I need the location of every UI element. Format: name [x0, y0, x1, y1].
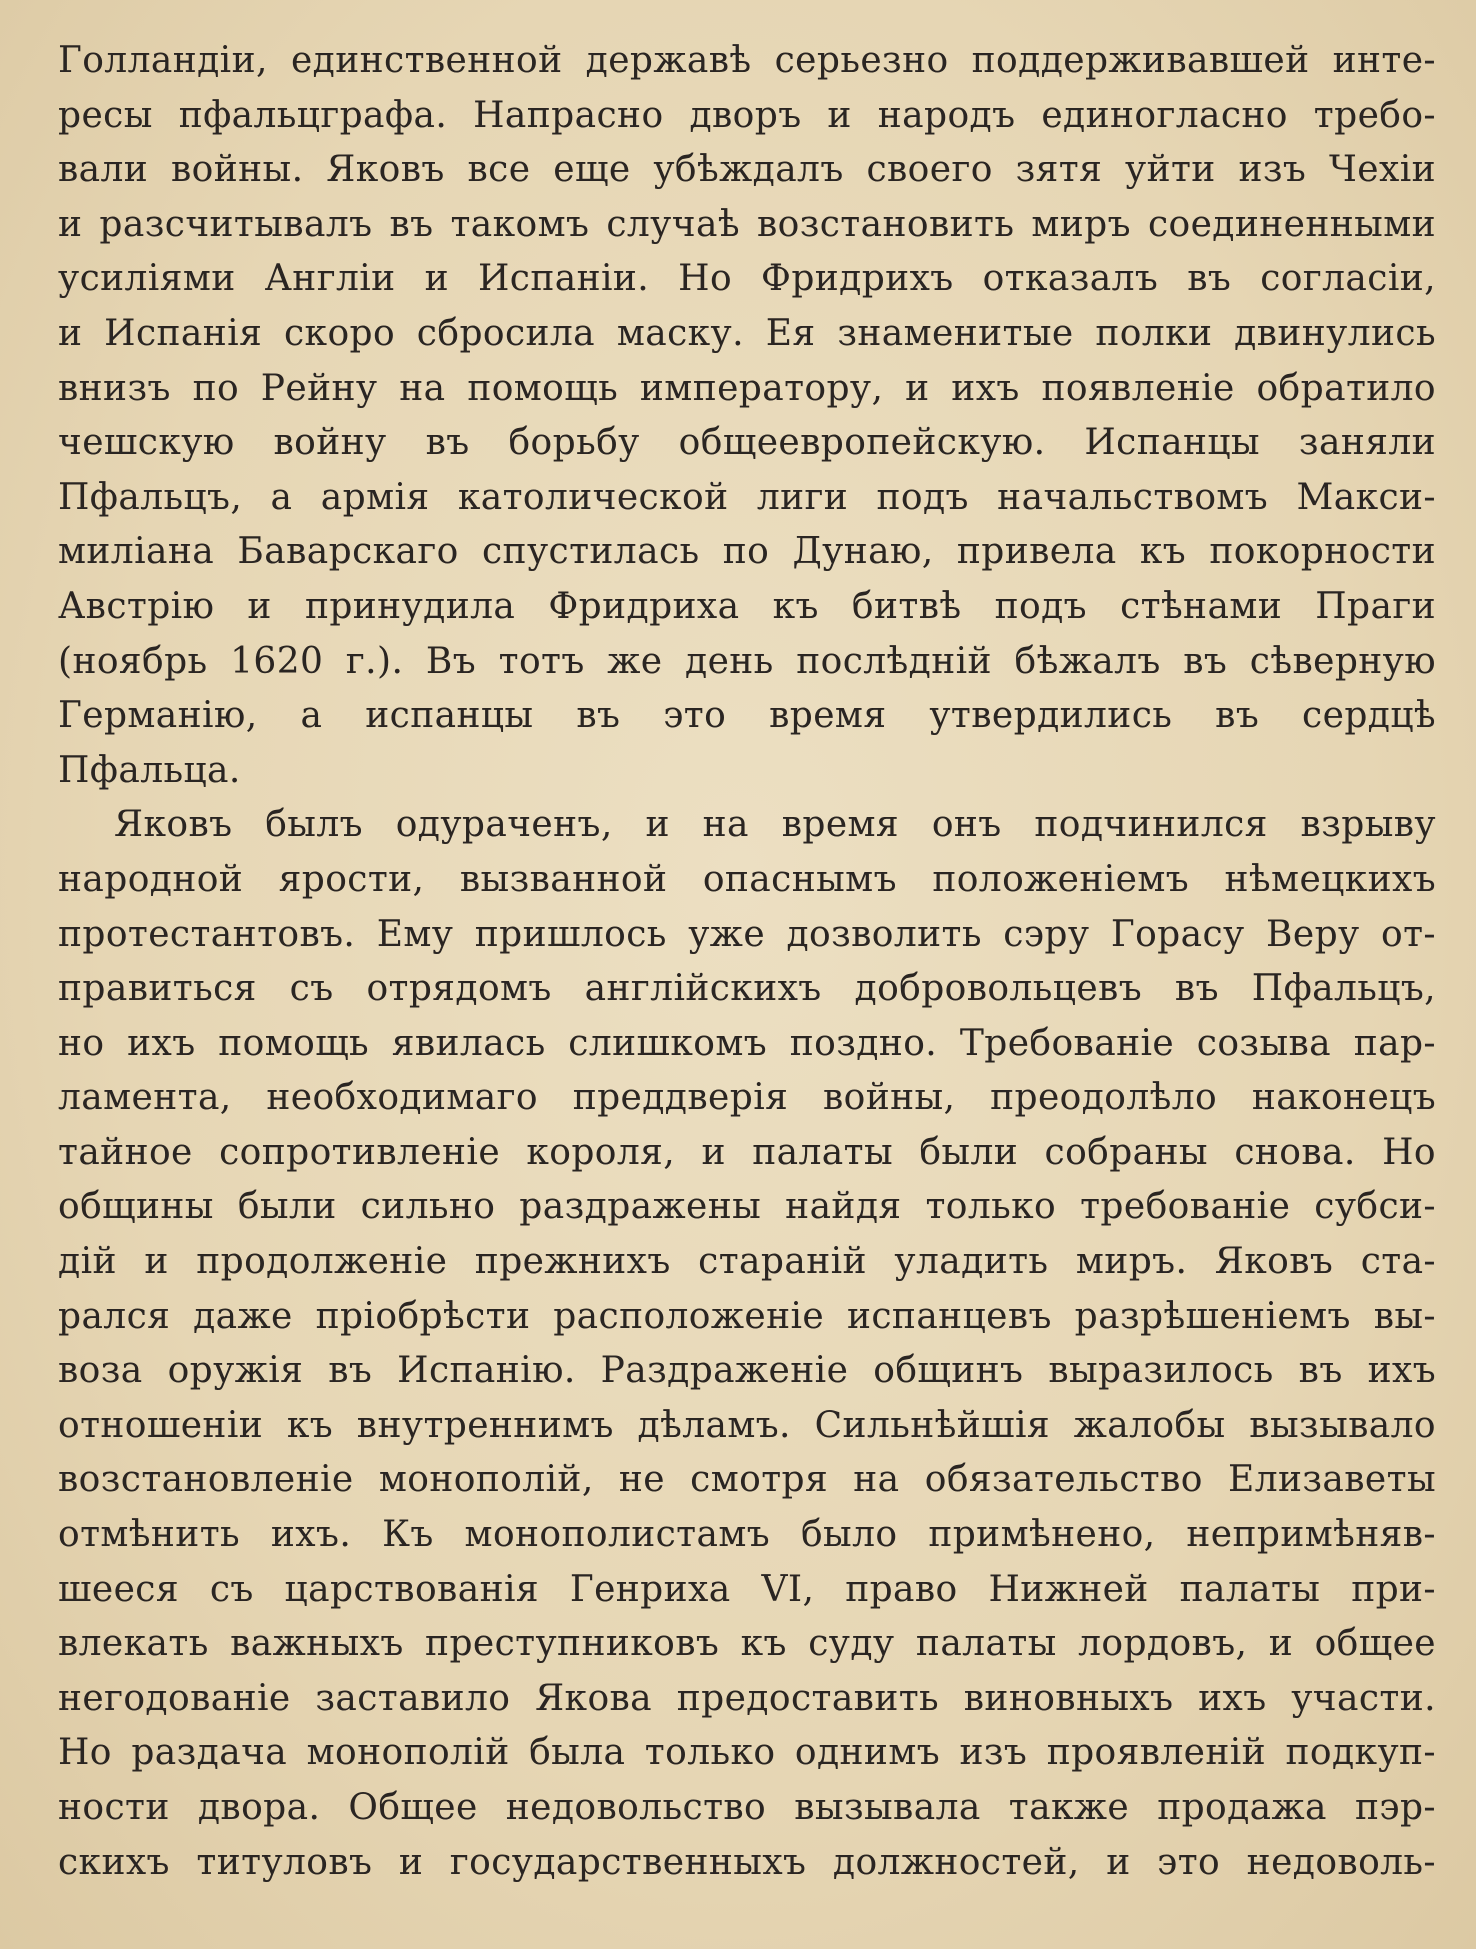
text-line: и разсчитывалъ въ такомъ случаѣ возстановить миръ соединенными	[58, 203, 1436, 245]
text-line: влекать важныхъ преступниковъ къ суду палаты лордовъ, и общее	[58, 1623, 1436, 1665]
text-line: Яковъ былъ одураченъ, и на время онъ подчинился взрыву	[114, 804, 1436, 846]
text-line: Германію, а испанцы въ это время утвердились въ сердцѣ	[58, 695, 1436, 737]
text-line: но ихъ помощь явилась слишкомъ поздно. Требованіе созыва пар-	[58, 1022, 1436, 1064]
text-line: общины были сильно раздражены найдя только требованіе субси-	[58, 1186, 1436, 1228]
text-line: Австрію и принудила Фридриха къ битвѣ подъ стѣнами Праги	[58, 585, 1436, 627]
text-line: ресы пфальцграфа. Напрасно дворъ и народъ единогласно требо-	[58, 94, 1436, 136]
text-line: и Испанія скоро сбросила маску. Ея знаменитые полки двинулись	[58, 312, 1436, 354]
text-line: чешскую войну въ борьбу общеевропейскую. Испанцы заняли	[58, 422, 1436, 464]
text-line: (ноябрь 1620 г.). Въ тотъ же день послѣдній бѣжалъ въ сѣверную	[58, 640, 1436, 682]
text-line: негодованіе заставило Якова предоставить виновныхъ ихъ участи.	[58, 1677, 1436, 1719]
text-line: возстановленіе монополій, не смотря на обязательство Елизаветы	[58, 1459, 1436, 1501]
text-line: шееся съ царствованія Генриха VI, право Нижней палаты при-	[58, 1568, 1436, 1610]
text-line: вали войны. Яковъ все еще убѣждалъ своего зятя уйти изъ Чехіи	[58, 149, 1436, 191]
text-line: Пфальцъ, а армія католической лиги подъ начальствомъ Макси-	[58, 476, 1436, 518]
text-line: скихъ титуловъ и государственныхъ должностей, и это недоволь-	[58, 1841, 1436, 1883]
text-line: отмѣнить ихъ. Къ монополистамъ было примѣнено, непримѣняв-	[58, 1514, 1436, 1556]
text-line: миліана Баварскаго спустилась по Дунаю, привела къ покорности	[58, 531, 1436, 573]
text-line: воза оружія въ Испанію. Раздраженіе общинъ выразилось въ ихъ	[58, 1350, 1436, 1392]
text-line: протестантовъ. Ему пришлось уже дозволить сэру Горасу Веру от-	[58, 913, 1436, 955]
text-line: народной ярости, вызванной опаснымъ положеніемъ нѣмецкихъ	[58, 858, 1436, 900]
text-line: правиться съ отрядомъ англійскихъ добровольцевъ въ Пфальцъ,	[58, 968, 1436, 1010]
text-line: Но раздача монополій была только однимъ изъ проявленій подкуп-	[58, 1732, 1436, 1774]
text-line: Голландіи, единственной державѣ серьезно поддерживавшей инте-	[58, 40, 1436, 81]
text-line: ности двора. Общее недовольство вызывала также продажа пэр-	[58, 1787, 1436, 1828]
text-line: ламента, необходимаго преддверія войны, преодолѣло наконецъ	[58, 1077, 1436, 1119]
text-line: внизъ по Рейну на помощь императору, и ихъ появленіе обратило	[58, 367, 1436, 409]
paragraph-1	[58, 34, 1436, 798]
paragraph-2	[58, 798, 1436, 1890]
text-line: дій и продолженіе прежнихъ стараній уладить миръ. Яковъ ста-	[58, 1241, 1436, 1283]
text-line: Пфальца.	[58, 749, 241, 791]
text-line: отношеніи къ внутреннимъ дѣламъ. Сильнѣйшія жалобы вызывало	[58, 1404, 1436, 1446]
text-line: усиліями Англіи и Испаніи. Но Фридрихъ отказалъ въ согласіи,	[58, 258, 1436, 300]
text-line: рался даже пріобрѣсти расположеніе испанцевъ разрѣшеніемъ вы-	[58, 1295, 1436, 1337]
text-line: тайное сопротивленіе короля, и палаты были собраны снова. Но	[58, 1131, 1436, 1173]
